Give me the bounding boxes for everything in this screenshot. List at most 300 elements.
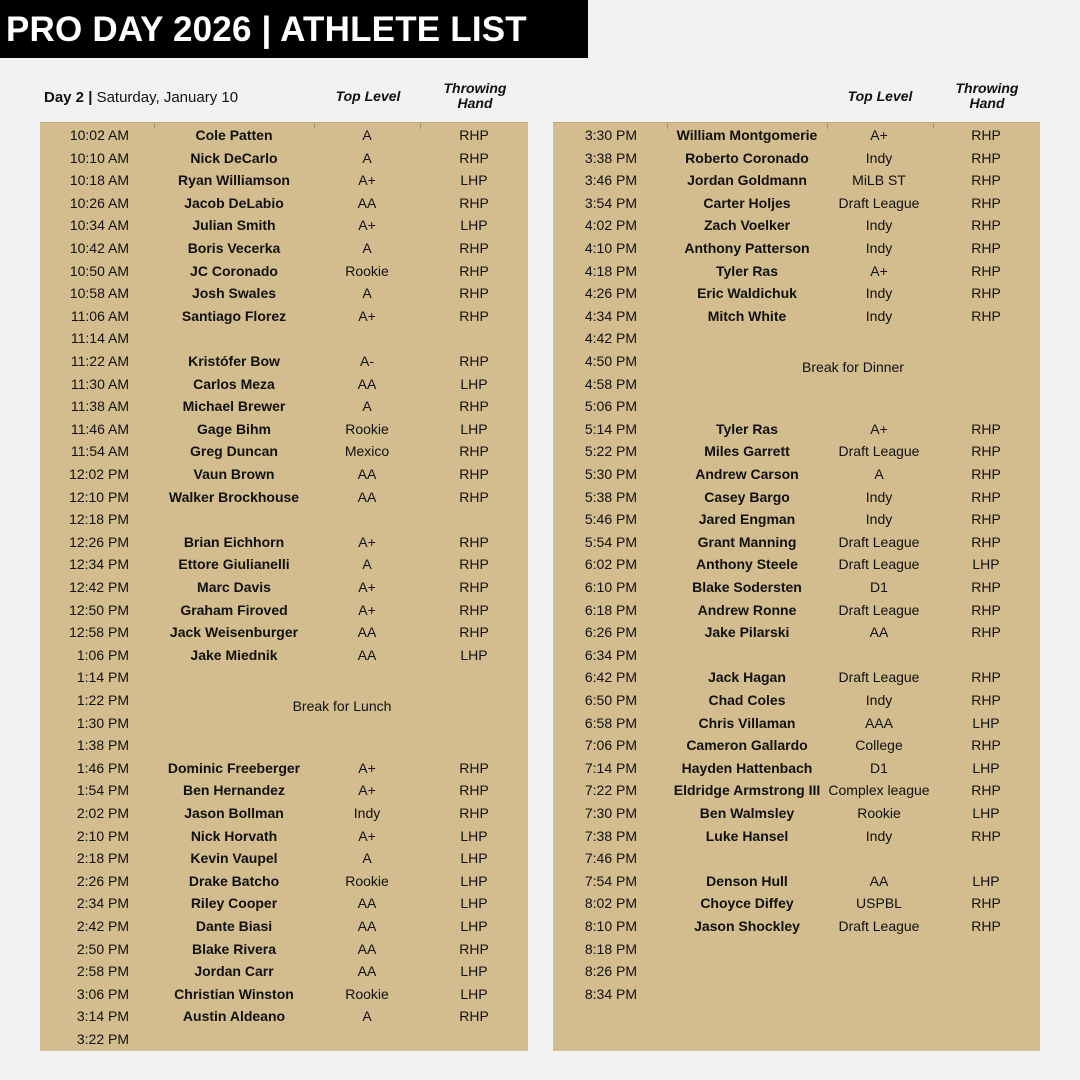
throwing-hand: RHP [971,149,1001,166]
slot-time: 1:38 PM [76,737,129,754]
table-row [553,689,1040,712]
slot-time: 5:30 PM [584,466,637,482]
slot-time: 1:54 PM [76,782,129,799]
table-row [553,440,1040,463]
athlete-name: Julian Smith [192,217,276,234]
slot-time: 7:30 PM [584,805,637,821]
slot-time: 10:50 AM [69,262,129,279]
right-header-hand-line1: Throwing [955,80,1019,96]
slot-time: 7:14 PM [584,759,637,776]
throwing-hand: LHP [460,646,488,663]
slot-time: 5:46 PM [584,511,637,528]
throwing-hand: RHP [971,285,1001,302]
schedule-table-left [40,122,528,1051]
slot-time: 12:34 PM [69,556,129,573]
throwing-hand: RHP [971,624,1001,641]
slot-time: 8:18 PM [584,940,637,957]
athlete-name: Hayden Hattenbach [681,759,813,776]
athlete-name: Gage Bihm [197,420,271,437]
throwing-hand: LHP [460,420,488,437]
top-level: Draft League [838,556,920,573]
athlete-name: Carter Holjes [703,194,791,211]
schedule-table-right [553,122,1040,1051]
throwing-hand: LHP [972,872,1000,889]
slot-time: 3:54 PM [584,194,637,211]
slot-time: 6:58 PM [584,714,637,731]
top-level: Draft League [838,669,920,686]
slot-time: 2:02 PM [76,805,129,821]
table-row [553,192,1040,215]
top-level: A- [360,353,374,369]
table-row [553,463,1040,486]
throwing-hand: RHP [971,669,1001,686]
top-level: A [362,1008,372,1025]
table-row [553,576,1040,599]
slot-time: 12:58 PM [69,624,129,641]
top-level: A+ [358,533,376,550]
table-row [553,395,1040,418]
table-row [553,983,1040,1006]
table-row [40,486,528,509]
throwing-hand: RHP [971,443,1001,460]
table-row [40,983,528,1006]
top-level: A [362,127,372,143]
slot-time: 4:42 PM [584,330,637,347]
throwing-hand: LHP [460,985,488,1002]
table-row [40,825,528,848]
throwing-hand: RHP [971,533,1001,550]
table-row [553,305,1040,328]
top-level: A+ [358,827,376,844]
throwing-hand: RHP [459,285,489,302]
table-row [40,395,528,418]
table-row [40,373,528,396]
slot-time: 3:14 PM [76,1008,129,1025]
throwing-hand: LHP [972,714,1000,731]
slot-time: 6:26 PM [584,624,637,641]
table-row [40,576,528,599]
throwing-hand: RHP [971,466,1001,482]
table-row [40,757,528,780]
throwing-hand: RHP [971,307,1001,324]
slot-time: 10:26 AM [69,194,129,211]
throwing-hand: RHP [971,895,1001,912]
table-row [40,960,528,983]
top-level: A+ [358,759,376,776]
throwing-hand: RHP [459,466,489,482]
top-level: A [362,850,372,867]
throwing-hand: RHP [459,127,489,143]
slot-time: 3:38 PM [584,149,637,166]
throwing-hand: RHP [459,443,489,460]
throwing-hand: RHP [971,737,1001,754]
athlete-name: Nick DeCarlo [190,149,278,166]
table-row [553,915,1040,938]
top-level: AA [357,194,377,211]
table-row [40,847,528,870]
top-level: A [362,240,372,256]
slot-time: 2:26 PM [76,872,129,889]
slot-time: 4:10 PM [584,240,637,256]
top-level: D1 [870,759,888,776]
table-row [40,124,528,147]
table-row [553,734,1040,757]
athlete-name: Casey Bargo [704,488,790,505]
table-row [40,169,528,192]
slot-time: 8:10 PM [584,918,637,934]
table-row [553,260,1040,283]
top-level: A+ [358,579,376,595]
top-level: AA [357,940,377,957]
slot-time: 1:06 PM [76,646,129,663]
slot-time: 11:06 AM [70,307,129,324]
athlete-name: Chad Coles [708,692,786,708]
throwing-hand: RHP [971,262,1001,279]
top-level: Rookie [345,985,389,1002]
athlete-name: Vaun Brown [193,466,275,482]
slot-time: 7:54 PM [584,872,637,889]
slot-time: 4:58 PM [584,375,637,392]
slot-time: 7:06 PM [584,737,637,754]
top-level: AA [357,963,377,980]
athlete-name: Dominic Freeberger [167,759,301,776]
title-bar [0,0,588,58]
left-header-throwing-hand [422,81,528,111]
table-row [40,802,528,825]
athlete-name: Zach Voelker [703,217,791,234]
slot-time: 1:14 PM [76,669,129,686]
throwing-hand: RHP [459,262,489,279]
throwing-hand: RHP [971,240,1001,256]
athlete-name: Blake Rivera [191,940,277,957]
athlete-name: Mitch White [707,307,787,324]
slot-time: 11:22 AM [70,353,129,369]
athlete-name: Greg Duncan [190,443,278,460]
table-row [553,486,1040,509]
slot-time: 11:30 AM [70,375,129,392]
top-level: A+ [870,127,888,143]
table-row [553,282,1040,305]
throwing-hand: RHP [971,511,1001,528]
athlete-name: Jordan Carr [194,963,274,980]
left-header-hand-line2: Hand [457,95,493,111]
top-level: A+ [870,420,888,437]
slot-time: 10:42 AM [69,240,129,256]
break-for-lunch: Break for Lunch [292,698,392,714]
top-level: A+ [358,782,376,799]
throwing-hand: RHP [459,240,489,256]
table-row [553,508,1040,531]
slot-time: 11:54 AM [70,443,129,460]
slot-time: 11:14 AM [70,330,129,347]
athlete-name: Jason Bollman [184,805,284,821]
top-level: AA [357,918,377,934]
break-for-dinner: Break for Dinner [802,359,904,375]
throwing-hand: RHP [459,398,489,415]
table-row [553,825,1040,848]
athlete-name: Austin Aldeano [182,1008,286,1025]
table-row [40,418,528,441]
athlete-name: Blake Sodersten [692,579,802,595]
slot-time: 5:22 PM [584,443,637,460]
athlete-name: Dante Biasi [195,918,273,934]
athlete-name: Ettore Giulianelli [178,556,290,573]
throwing-hand: RHP [459,759,489,776]
athlete-name: Kristófer Bow [188,353,280,369]
slot-time: 2:18 PM [76,850,129,867]
throwing-hand: RHP [971,127,1001,143]
throwing-hand: LHP [460,827,488,844]
slot-time: 10:58 AM [69,285,129,302]
right-header-top-level: Top Level [847,88,913,104]
throwing-hand: RHP [971,579,1001,595]
athlete-name: William Montgomerie [676,127,818,143]
athlete-name: Marc Davis [197,579,271,595]
slot-time: 6:34 PM [584,646,637,663]
athlete-name: Anthony Patterson [684,240,810,256]
top-level: Rookie [345,872,389,889]
table-row [553,644,1040,667]
top-level: MiLB ST [852,172,906,189]
throwing-hand: LHP [460,850,488,867]
table-row [553,892,1040,915]
table-row [553,757,1040,780]
slot-time: 12:18 PM [69,511,129,528]
table-row [553,938,1040,961]
throwing-hand: LHP [460,895,488,912]
table-row [553,373,1040,396]
throwing-hand: RHP [971,420,1001,437]
table-row [553,666,1040,689]
top-level: Indy [865,217,893,234]
slot-time: 7:22 PM [584,782,637,799]
top-level: AA [357,488,377,505]
athlete-name: Walker Brockhouse [168,488,300,505]
slot-time: 5:06 PM [584,398,637,415]
table-row [553,712,1040,735]
top-level: Draft League [838,601,920,618]
table-row [553,350,1040,373]
throwing-hand: LHP [460,375,488,392]
athlete-name: Denson Hull [706,872,788,889]
slot-time: 8:34 PM [584,985,637,1002]
athlete-name: Drake Batcho [188,872,280,889]
athlete-name: Ben Hernandez [183,782,285,799]
table-row [553,779,1040,802]
table-row [40,938,528,961]
slot-time: 1:46 PM [76,759,129,776]
throwing-hand: RHP [971,918,1001,934]
throwing-hand: RHP [459,579,489,595]
athlete-name: Eldridge Armstrong III [673,782,821,799]
slot-time: 10:34 AM [69,217,129,234]
right-header-throwing-hand [934,81,1040,111]
slot-time: 5:54 PM [584,533,637,550]
athlete-name: Christian Winston [174,985,294,1002]
top-level: AA [869,872,889,889]
top-level: Indy [865,307,893,324]
slot-time: 6:18 PM [584,601,637,618]
top-level: Complex league [828,782,930,799]
table-row [553,553,1040,576]
table-row [40,644,528,667]
top-level: Draft League [838,443,920,460]
athlete-name: Jake Miednik [190,646,278,663]
top-level: A+ [358,307,376,324]
throwing-hand: RHP [459,1008,489,1025]
top-level: Indy [865,827,893,844]
day-date: Saturday, January 10 [96,89,239,106]
athlete-name: Luke Hansel [705,827,789,844]
top-level: Indy [865,149,893,166]
table-row [40,147,528,170]
top-level: A [362,149,372,166]
throwing-hand: RHP [971,601,1001,618]
slot-time: 11:46 AM [70,420,129,437]
athlete-name: Nick Horvath [190,827,278,844]
table-row [40,915,528,938]
throwing-hand: RHP [459,601,489,618]
throwing-hand: RHP [459,556,489,573]
slot-time: 3:46 PM [584,172,637,189]
top-level: A [362,398,372,415]
slot-time: 4:34 PM [584,307,637,324]
table-row [553,169,1040,192]
table-row [553,327,1040,350]
table-row [40,553,528,576]
top-level: A [362,285,372,302]
top-level: Indy [865,488,893,505]
top-level: AAA [864,714,893,731]
athlete-name: Grant Manning [697,533,797,550]
table-row [40,463,528,486]
table-row [40,508,528,531]
slot-time: 12:02 PM [69,466,129,482]
table-row [553,237,1040,260]
table-row [40,689,528,712]
slot-time: 2:10 PM [76,827,129,844]
top-level: AA [357,895,377,912]
throwing-hand: LHP [972,759,1000,776]
top-level: Rookie [345,420,389,437]
top-level: Rookie [345,262,389,279]
left-header-hand-line1: Throwing [443,80,507,96]
athlete-name: Jordan Goldmann [687,172,807,189]
slot-time: 5:14 PM [584,420,637,437]
athlete-name: Ryan Williamson [178,172,290,189]
slot-time: 6:42 PM [584,669,637,686]
throwing-hand: LHP [972,556,1000,573]
top-level: AA [869,624,889,641]
table-row [553,870,1040,893]
top-level: Indy [865,240,893,256]
athlete-name: Chris Villaman [698,714,796,731]
throwing-hand: RHP [459,624,489,641]
throwing-hand: RHP [459,307,489,324]
table-row [40,1028,528,1051]
slot-time: 2:50 PM [76,940,129,957]
top-level: A+ [358,217,376,234]
throwing-hand: LHP [972,805,1000,821]
athlete-name: Jack Hagan [708,669,786,686]
throwing-hand: RHP [971,782,1001,799]
throwing-hand: RHP [459,533,489,550]
table-row [553,418,1040,441]
slot-time: 6:02 PM [584,556,637,573]
slot-time: 6:10 PM [584,579,637,595]
athlete-name: Kevin Vaupel [190,850,278,867]
top-level: Indy [865,511,893,528]
athlete-name: Graham Firoved [180,601,288,618]
top-level: A+ [870,262,888,279]
top-level: A+ [358,172,376,189]
slot-time: 4:02 PM [584,217,637,234]
throwing-hand: RHP [459,940,489,957]
slot-time: 8:02 PM [584,895,637,912]
athlete-name: Andrew Ronne [697,601,797,618]
throwing-hand: RHP [971,827,1001,844]
table-row [553,599,1040,622]
table-row [40,440,528,463]
slot-time: 4:50 PM [584,353,637,369]
throwing-hand: LHP [460,963,488,980]
slot-time: 2:58 PM [76,963,129,980]
athlete-name: Santiago Florez [181,307,287,324]
throwing-hand: RHP [459,353,489,369]
throwing-hand: RHP [971,692,1001,708]
top-level: AA [357,375,377,392]
athlete-name: Ben Walmsley [699,805,795,821]
throwing-hand: RHP [459,805,489,821]
athlete-name: Riley Cooper [190,895,278,912]
table-row [40,260,528,283]
slot-time: 12:50 PM [69,601,129,618]
top-level: Rookie [857,805,901,821]
athlete-name: Carlos Meza [193,375,275,392]
top-level: A [362,556,372,573]
table-row [553,124,1040,147]
athlete-name: Brian Eichhorn [183,533,285,550]
top-level: Indy [865,692,893,708]
athlete-name: Tyler Ras [716,420,778,437]
top-level: Draft League [838,533,920,550]
athlete-name: Jake Pilarski [704,624,790,641]
day-label: Day 2 | [44,89,93,106]
table-row [40,734,528,757]
top-level: College [855,737,903,754]
table-row [40,621,528,644]
top-level: AA [357,624,377,641]
top-level: Indy [353,805,381,821]
athlete-name: Eric Waldichuk [697,285,797,302]
table-row [40,779,528,802]
table-row [40,350,528,373]
right-header-hand-line2: Hand [969,95,1005,111]
table-row [40,712,528,735]
top-level: USPBL [856,895,902,912]
table-row [553,621,1040,644]
slot-time: 11:38 AM [70,398,129,415]
slot-time: 3:06 PM [76,985,129,1002]
table-row [553,531,1040,554]
table-row [40,599,528,622]
athlete-name: Andrew Carson [695,466,799,482]
slot-time: 10:18 AM [69,172,129,189]
slot-time: 7:46 PM [584,850,637,867]
top-level: A+ [358,601,376,618]
top-level: Mexico [344,443,390,460]
athlete-name: JC Coronado [190,262,278,279]
